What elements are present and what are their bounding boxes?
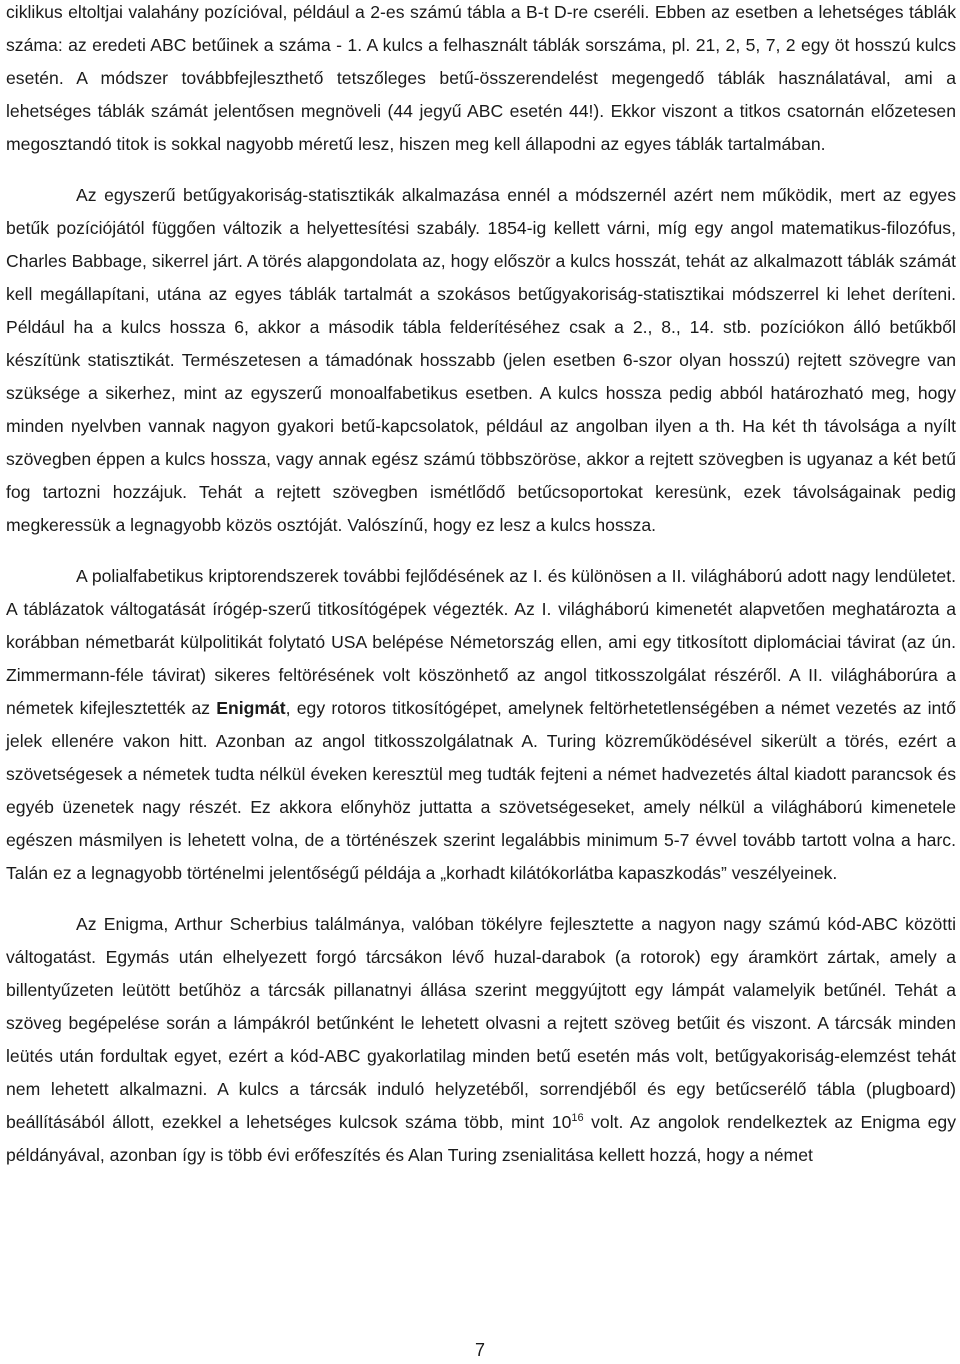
paragraph-text: A polialfabetikus kriptorendszerek további fejlődésének az I. és különösen a II. világháború adott nagy lendületet. A táblázatok váltogatását írógép-szerű titkosítógépek végezték. Az I. világháború kimenetét alapvetően meghatározta a korábban németbarát külpolitikát folytató USA belépése Németország ellen, ami egy titkosított diplomáciai távirat (az ún. Zimmermann-féle távirat) sikeres feltörésének volt köszönhető az angol titkosszolgálat részéről. A II. világháborúra a németek kifejlesztették az bbox=[6, 566, 956, 718]
paragraph-text: Ekkor viszont a titkos csatornán előzetesen megosztandó titok is sokkal nagyobb méretű lesz, hiszen meg kell állapodni az egyes táblák tartalmában. bbox=[6, 101, 956, 154]
enigma-bold-term: Enigmát bbox=[216, 698, 286, 718]
exponent: 16 bbox=[571, 1112, 584, 1125]
paragraph-text: volt. Az angolok rendelkeztek az Enigma egy példányával, azonban így is több évi erőfeszítés és Alan Turing zsenialitása kellett hozzá, hogy a német bbox=[6, 1112, 956, 1165]
paragraph-text: Az Enigma, Arthur Scherbius találmánya, valóban tökélyre fejlesztette a nagyon nagy számú kód-ABC közötti váltogatást. Egymás után elhelyezett forgó tárcsákon lévő huzal-darabok (a rotorok) egy áramkört zártak, amely a billentyűzeten leütött betűhöz a tárcsák pillanatnyi állása szerint meggyújtott egy lámpát valamelyik betűnél. Tehát a szöveg begépelése során a lámpákról betűnként le lehetett olvasni a rejtett szöveg betűit és viszont. A tárcsák minden leütés után fordultak egyet, ezért a kód-ABC gyakorlatilag minden betű esetén más volt, betűgyakoriság-elemzést tehát nem lehetett alkalmazni. A kulcs a tárcsák induló helyzetéből, sorrendjéből és egy betűcserélő tábla (plugboard) beállításából állott, ezekkel a lehetséges kulcsok száma több, mint 10 bbox=[6, 914, 956, 1132]
paragraph-text: Az egyszerű betűgyakoriság-statisztikák alkalmazása ennél a módszernél azért nem működik, mert az egyes betűk pozíciójától függően változik a helyettesítési szabály. 1854-ig kellett várni, míg egy angol matematikus-filozófus, Charles Babbage, sikerrel járt. A törés alapgondolata az, hogy először a kulcs hosszát, tehát az alkalmazott táblák számát kell megállapítani, utána az egyes táblák tartalmát a szokásos betűgyakoriság-statisztikai módszerrel ki lehet deríteni. Például ha a kulcs hossza 6, akkor a második tábla felderítéséhez csak a 2., 8., 14. stb. pozíciókon álló betűkből készítünk statisztikát. Természetesen a támadónak hosszabb (jelen esetben 6-szor olyan hosszú) rejtett szövegre van szüksége a sikerhez, mint az egyszerű monoalfabetikus esetben. A kulcs hossza pedig abból határozható meg, hogy minden nyelvben vannak nagyon gyakori betű-kapcsolatok, például az angolban ilyen a th. Ha két th távolsága a nyílt szövegben éppen a kulcs hossza, vagy annak egész számú többszöröse, akkor a rejtett szövegben is ugyanaz a két betű fog tartozni hozzájuk. Tehát a rejtett szövegben ismétlődő betűcsoportokat keresünk, ezek távolságainak pedig megkeressük a legnagyobb közös osztóját. Valószínű, hogy ez lesz a kulcs hossza. bbox=[6, 185, 956, 535]
document-page bbox=[6, 0, 956, 1172]
paragraph-babbage bbox=[6, 179, 956, 542]
paragraph-enigma bbox=[6, 908, 956, 1172]
page-number: 7 bbox=[474, 1340, 485, 1360]
paragraph-text: , egy rotoros titkosítógépet, amelynek feltörhetetlenségében a német vezetés az intő jelek ellenére vakon hitt. Azonban az angol titkosszolgálatnak A. Turing közreműködésével sikerült a törés, ezért a szövetségesek a németek tudta nélkül éveken keresztül meg tudták fejteni a német hadvezetés által kiadott parancsok és egyéb üzenetek nagy részét. Ez akkora előnyhöz juttatta a szövetségeseket, amely nélkül a világháború kimenetele egészen másmilyen is lehetett volna, de a történészek szerint legalábbis minimum 5-7 évvel tovább tartott volna a harc. Talán ez a legnagyobb történelmi jelentőségű példája a „korhadt kilátókorlátba kapaszkodás” veszélyeinek. bbox=[6, 698, 956, 883]
paragraph-text: ciklikus eltoltjai valahány pozícióval, például a 2-es számú tábla a B-t D-re cseréli. Ebben az esetben a lehetséges táblák száma: az eredeti ABC betűinek a száma - 1. A kulcs a felhasznált táblák sorszáma, pl. 21, 2, 5, 7, 2 egy öt hosszú kulcs esetén. A módszer továbbfejleszthető tetszőleges betű-összerendelést megengedő táblák használatával, ami a lehetséges táblák számát jelentősen megnöveli (44 jegyű ABC esetén 44!). bbox=[6, 2, 956, 121]
paragraph-vigenere-tables bbox=[6, 0, 956, 161]
paragraph-world-wars bbox=[6, 560, 956, 890]
